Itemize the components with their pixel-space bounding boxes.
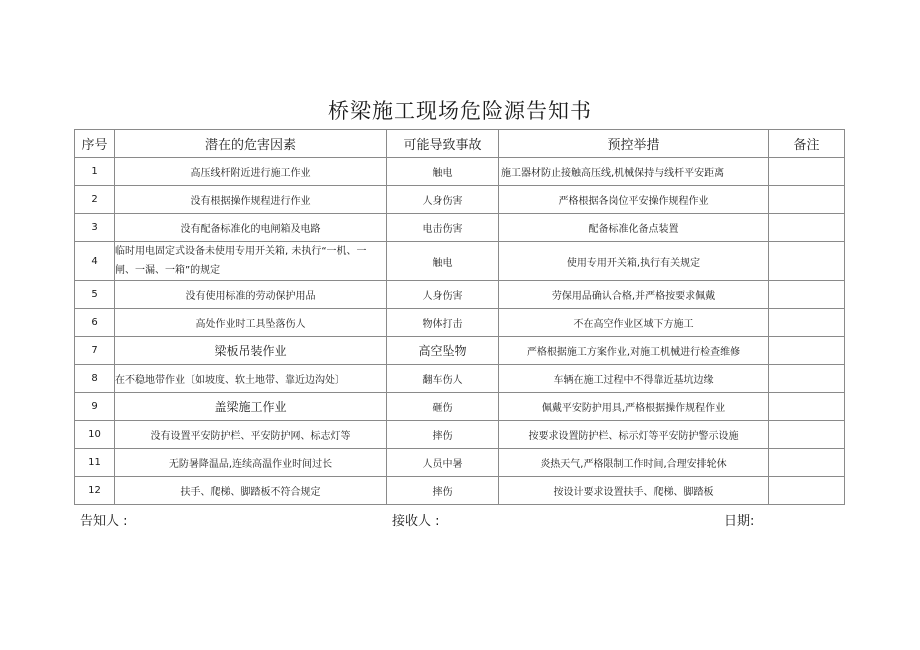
cell-note	[769, 477, 845, 505]
notifier-label: 告知人 :	[80, 514, 128, 529]
cell-hazard: 盖梁施工作业	[115, 393, 387, 421]
cell-no: 11	[75, 449, 115, 477]
cell-note	[769, 337, 845, 365]
date-label: 日期:	[724, 514, 755, 529]
table-row	[75, 449, 845, 477]
header-hazard: 潜在的危害因素	[115, 130, 387, 158]
cell-measure: 车辆在施工过程中不得靠近基坑边缘	[499, 365, 769, 393]
table-row	[75, 158, 845, 186]
cell-note	[769, 449, 845, 477]
cell-hazard: 在不稳地带作业〔如坡度、软土地带、靠近边沟处〕	[115, 365, 387, 393]
cell-measure: 劳保用品确认合格,并严格按要求佩戴	[499, 281, 769, 309]
cell-no: 5	[75, 281, 115, 309]
cell-note	[769, 421, 845, 449]
header-accident: 可能导致事故	[387, 130, 499, 158]
table-header-row	[75, 130, 845, 158]
cell-accident: 翻车伤人	[387, 365, 499, 393]
header-note: 备注	[769, 130, 845, 158]
cell-accident: 物体打击	[387, 309, 499, 337]
cell-hazard: 临时用电固定式设备未使用专用开关箱, 未执行“一机、一闸、一漏、一箱”的规定	[115, 242, 387, 281]
cell-accident: 电击伤害	[387, 214, 499, 242]
cell-measure: 配备标准化备点装置	[499, 214, 769, 242]
cell-measure: 按设计要求设置扶手、爬梯、脚踏板	[499, 477, 769, 505]
cell-note	[769, 242, 845, 281]
cell-note	[769, 309, 845, 337]
cell-accident: 人身伤害	[387, 186, 499, 214]
cell-measure: 炎热天气,严格限制工作时间,合理安排轮休	[499, 449, 769, 477]
cell-no: 8	[75, 365, 115, 393]
cell-hazard: 扶手、爬梯、脚踏板不符合规定	[115, 477, 387, 505]
cell-no: 10	[75, 421, 115, 449]
cell-measure: 使用专用开关箱,执行有关规定	[499, 242, 769, 281]
hazard-table	[74, 129, 845, 505]
cell-hazard: 梁板吊装作业	[115, 337, 387, 365]
cell-accident: 触电	[387, 158, 499, 186]
cell-accident: 人身伤害	[387, 281, 499, 309]
cell-no: 3	[75, 214, 115, 242]
table-row	[75, 337, 845, 365]
cell-hazard: 高压线杆附近进行施工作业	[115, 158, 387, 186]
table-row	[75, 421, 845, 449]
table-row	[75, 477, 845, 505]
table-row	[75, 242, 845, 281]
table-row	[75, 309, 845, 337]
table-row	[75, 214, 845, 242]
cell-accident: 摔伤	[387, 421, 499, 449]
receiver-label: 接收人 :	[392, 514, 440, 529]
table-row	[75, 393, 845, 421]
cell-no: 7	[75, 337, 115, 365]
table-row	[75, 281, 845, 309]
cell-accident: 人员中暑	[387, 449, 499, 477]
cell-measure: 佩戴平安防护用具,严格根据操作规程作业	[499, 393, 769, 421]
header-measure: 预控举措	[499, 130, 769, 158]
cell-note	[769, 393, 845, 421]
cell-no: 4	[75, 242, 115, 281]
cell-hazard: 高处作业时工具坠落伤人	[115, 309, 387, 337]
cell-note	[769, 158, 845, 186]
cell-no: 9	[75, 393, 115, 421]
cell-note	[769, 365, 845, 393]
cell-accident: 摔伤	[387, 477, 499, 505]
cell-accident: 高空坠物	[387, 337, 499, 365]
cell-no: 12	[75, 477, 115, 505]
table-row	[75, 365, 845, 393]
cell-hazard: 没有配备标准化的电闸箱及电路	[115, 214, 387, 242]
table-row	[75, 186, 845, 214]
cell-no: 1	[75, 158, 115, 186]
cell-accident: 触电	[387, 242, 499, 281]
cell-measure: 按要求设置防护栏、标示灯等平安防护警示设施	[499, 421, 769, 449]
cell-no: 2	[75, 186, 115, 214]
cell-measure: 严格根据各岗位平安操作规程作业	[499, 186, 769, 214]
cell-note	[769, 214, 845, 242]
cell-measure: 不在高空作业区域下方施工	[499, 309, 769, 337]
cell-hazard: 没有根据操作规程进行作业	[115, 186, 387, 214]
document-title: 桥梁施工现场危险源告知书	[328, 99, 592, 123]
cell-hazard: 无防暑降温品,连续高温作业时间过长	[115, 449, 387, 477]
cell-no: 6	[75, 309, 115, 337]
cell-measure: 施工器材防止接触高压线,机械保持与线杆平安距离	[499, 158, 769, 186]
cell-hazard: 没有使用标准的劳动保护用品	[115, 281, 387, 309]
cell-hazard: 没有设置平安防护栏、平安防护网、标志灯等	[115, 421, 387, 449]
header-no: 序号	[75, 130, 115, 158]
cell-note	[769, 281, 845, 309]
cell-measure: 严格根据施工方案作业,对施工机械进行检查维修	[499, 337, 769, 365]
cell-accident: 砸伤	[387, 393, 499, 421]
cell-note	[769, 186, 845, 214]
